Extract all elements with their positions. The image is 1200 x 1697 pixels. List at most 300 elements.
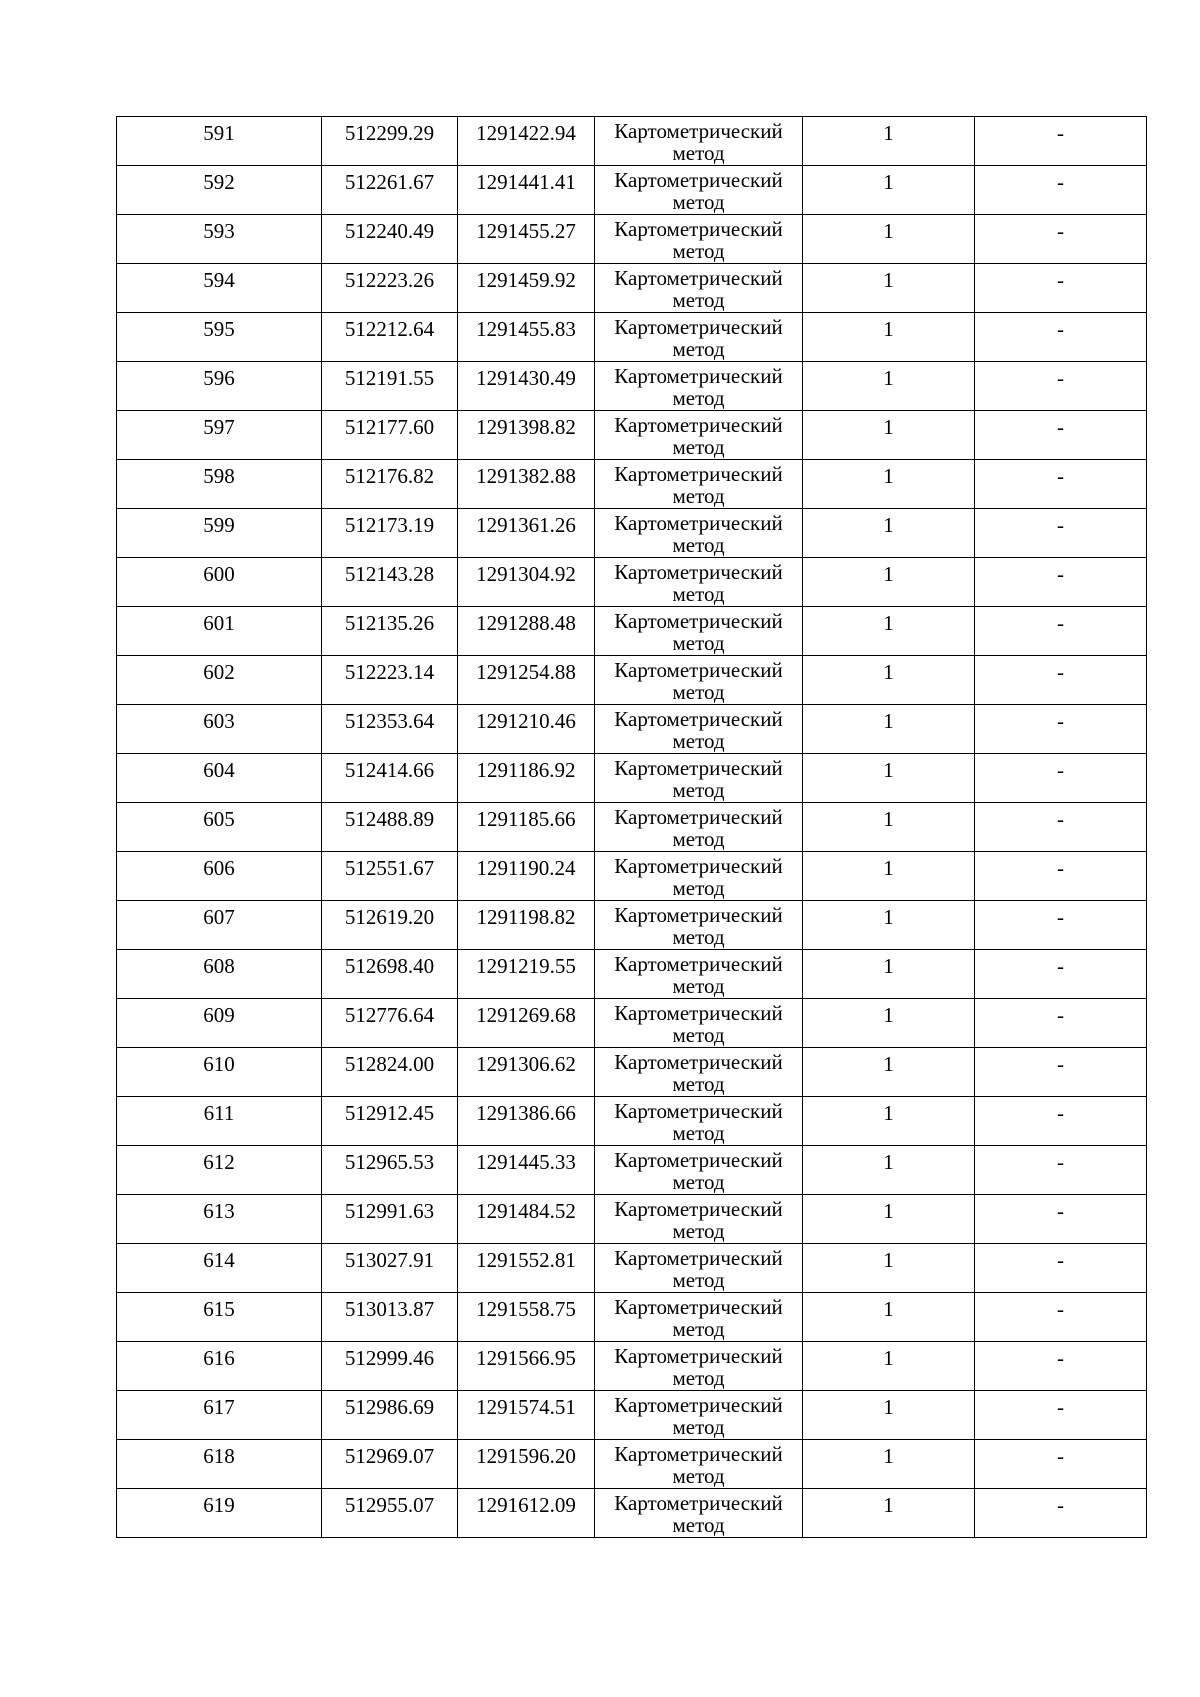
method-cell: [595, 999, 803, 1048]
accuracy-cell: [803, 1195, 975, 1244]
x-coordinate-cell: [322, 1097, 458, 1146]
note-cell-text: -: [1057, 954, 1064, 978]
x-coordinate-cell-text: 512240.49: [344, 219, 435, 243]
note-cell: [975, 1391, 1147, 1440]
point-number-cell-text: 609: [203, 1003, 235, 1027]
method-cell: [595, 1440, 803, 1489]
note-cell: [975, 1293, 1147, 1342]
point-number-cell-text: 610: [203, 1052, 235, 1076]
table-row: [117, 1146, 1147, 1195]
coordinates-table: [116, 116, 1147, 1538]
table-row: [117, 264, 1147, 313]
method-text: Картометрический метод: [614, 952, 783, 998]
point-number-cell: [117, 803, 322, 852]
note-cell-text: -: [1057, 905, 1064, 929]
x-coordinate-cell-text: 512986.69: [344, 1395, 435, 1419]
point-number-cell-text: 603: [203, 709, 235, 733]
method-cell: [595, 1195, 803, 1244]
y-coordinate-cell: [458, 705, 595, 754]
method-text: Картометрический метод: [614, 1099, 783, 1145]
accuracy-cell-text: 1: [883, 366, 894, 390]
accuracy-cell: [803, 117, 975, 166]
note-cell: [975, 411, 1147, 460]
y-coordinate-cell: [458, 656, 595, 705]
y-coordinate-cell: [458, 950, 595, 999]
method-cell: [595, 1097, 803, 1146]
note-cell-text: -: [1057, 807, 1064, 831]
y-coordinate-cell-text: 1291198.82: [476, 905, 576, 929]
point-number-cell-text: 601: [203, 611, 235, 635]
point-number-cell: [117, 411, 322, 460]
x-coordinate-cell: [322, 950, 458, 999]
table-row: [117, 166, 1147, 215]
note-cell-text: -: [1057, 1444, 1064, 1468]
y-coordinate-cell-text: 1291306.62: [476, 1052, 576, 1076]
table-row: [117, 1489, 1147, 1538]
note-cell: [975, 607, 1147, 656]
y-coordinate-cell-text: 1291398.82: [476, 415, 576, 439]
y-coordinate-cell-text: 1291441.41: [476, 170, 576, 194]
note-cell: [975, 999, 1147, 1048]
point-number-cell-text: 615: [203, 1297, 235, 1321]
accuracy-cell: [803, 460, 975, 509]
note-cell-text: -: [1057, 415, 1064, 439]
point-number-cell-text: 616: [203, 1346, 235, 1370]
x-coordinate-cell-text: 512173.19: [344, 513, 435, 537]
note-cell-text: -: [1057, 660, 1064, 684]
accuracy-cell-text: 1: [883, 660, 894, 684]
x-coordinate-cell-text: 512999.46: [344, 1346, 435, 1370]
accuracy-cell: [803, 950, 975, 999]
y-coordinate-cell-text: 1291304.92: [476, 562, 576, 586]
accuracy-cell-text: 1: [883, 954, 894, 978]
method-cell: [595, 215, 803, 264]
note-cell: [975, 460, 1147, 509]
method-text: Картометрический метод: [614, 1148, 783, 1194]
method-cell: [595, 509, 803, 558]
method-cell: [595, 1048, 803, 1097]
method-text: Картометрический метод: [614, 707, 783, 753]
note-cell-text: -: [1057, 611, 1064, 635]
note-cell: [975, 803, 1147, 852]
x-coordinate-cell: [322, 705, 458, 754]
point-number-cell-text: 605: [203, 807, 235, 831]
x-coordinate-cell: [322, 1293, 458, 1342]
table-row: [117, 1097, 1147, 1146]
x-coordinate-cell: [322, 1489, 458, 1538]
point-number-cell-text: 598: [203, 464, 235, 488]
accuracy-cell-text: 1: [883, 758, 894, 782]
note-cell: [975, 656, 1147, 705]
x-coordinate-cell: [322, 264, 458, 313]
accuracy-cell: [803, 1489, 975, 1538]
y-coordinate-cell-text: 1291254.88: [476, 660, 576, 684]
accuracy-cell-text: 1: [883, 905, 894, 929]
x-coordinate-cell-text: 512353.64: [344, 709, 435, 733]
method-text: Картометрический метод: [614, 1491, 783, 1537]
method-cell: [595, 460, 803, 509]
method-cell: [595, 901, 803, 950]
point-number-cell: [117, 362, 322, 411]
note-cell-text: -: [1057, 170, 1064, 194]
method-text: Картометрический метод: [614, 1393, 783, 1439]
accuracy-cell-text: 1: [883, 1052, 894, 1076]
y-coordinate-cell: [458, 1097, 595, 1146]
table-row: [117, 1048, 1147, 1097]
method-cell: [595, 656, 803, 705]
point-number-cell-text: 604: [203, 758, 235, 782]
method-cell: [595, 362, 803, 411]
y-coordinate-cell: [458, 117, 595, 166]
y-coordinate-cell: [458, 215, 595, 264]
method-cell: [595, 166, 803, 215]
accuracy-cell: [803, 411, 975, 460]
note-cell-text: -: [1057, 513, 1064, 537]
x-coordinate-cell-text: 512191.55: [344, 366, 435, 390]
point-number-cell: [117, 999, 322, 1048]
y-coordinate-cell-text: 1291422.94: [476, 121, 576, 145]
point-number-cell: [117, 754, 322, 803]
accuracy-cell: [803, 852, 975, 901]
x-coordinate-cell: [322, 362, 458, 411]
accuracy-cell-text: 1: [883, 1003, 894, 1027]
table-row: [117, 754, 1147, 803]
method-cell: [595, 754, 803, 803]
note-cell: [975, 901, 1147, 950]
y-coordinate-cell-text: 1291574.51: [476, 1395, 576, 1419]
point-number-cell: [117, 166, 322, 215]
point-number-cell: [117, 1097, 322, 1146]
table-row: [117, 215, 1147, 264]
note-cell: [975, 509, 1147, 558]
point-number-cell-text: 595: [203, 317, 235, 341]
accuracy-cell-text: 1: [883, 415, 894, 439]
table-row: [117, 999, 1147, 1048]
x-coordinate-cell-text: 512955.07: [344, 1493, 435, 1517]
note-cell-text: -: [1057, 268, 1064, 292]
accuracy-cell: [803, 1244, 975, 1293]
note-cell-text: -: [1057, 709, 1064, 733]
x-coordinate-cell-text: 512776.64: [344, 1003, 435, 1027]
table-row: [117, 852, 1147, 901]
note-cell-text: -: [1057, 1346, 1064, 1370]
y-coordinate-cell: [458, 901, 595, 950]
method-text: Картометрический метод: [614, 1050, 783, 1096]
y-coordinate-cell: [458, 1195, 595, 1244]
method-text: Картометрический метод: [614, 1197, 783, 1243]
accuracy-cell: [803, 607, 975, 656]
point-number-cell: [117, 1195, 322, 1244]
method-cell: [595, 1146, 803, 1195]
point-number-cell-text: 612: [203, 1150, 235, 1174]
method-text: Картометрический метод: [614, 511, 783, 557]
note-cell: [975, 1048, 1147, 1097]
table-row: [117, 558, 1147, 607]
point-number-cell-text: 606: [203, 856, 235, 880]
point-number-cell: [117, 1048, 322, 1097]
point-number-cell-text: 611: [203, 1101, 235, 1125]
accuracy-cell: [803, 1097, 975, 1146]
note-cell-text: -: [1057, 219, 1064, 243]
x-coordinate-cell-text: 512223.26: [344, 268, 435, 292]
point-number-cell-text: 599: [203, 513, 235, 537]
method-cell: [595, 411, 803, 460]
point-number-cell-text: 594: [203, 268, 235, 292]
y-coordinate-cell-text: 1291455.83: [476, 317, 576, 341]
table-row: [117, 1195, 1147, 1244]
y-coordinate-cell-text: 1291269.68: [476, 1003, 576, 1027]
y-coordinate-cell: [458, 852, 595, 901]
method-cell: [595, 607, 803, 656]
y-coordinate-cell: [458, 1489, 595, 1538]
point-number-cell-text: 597: [203, 415, 235, 439]
point-number-cell-text: 602: [203, 660, 235, 684]
accuracy-cell-text: 1: [883, 268, 894, 292]
point-number-cell: [117, 460, 322, 509]
accuracy-cell: [803, 754, 975, 803]
table-row: [117, 950, 1147, 999]
point-number-cell: [117, 313, 322, 362]
y-coordinate-cell: [458, 1146, 595, 1195]
point-number-cell: [117, 950, 322, 999]
y-coordinate-cell: [458, 509, 595, 558]
note-cell: [975, 705, 1147, 754]
point-number-cell-text: 592: [203, 170, 235, 194]
y-coordinate-cell-text: 1291382.88: [476, 464, 576, 488]
method-cell: [595, 1489, 803, 1538]
method-text: Картометрический метод: [614, 1246, 783, 1292]
y-coordinate-cell-text: 1291558.75: [476, 1297, 576, 1321]
point-number-cell-text: 608: [203, 954, 235, 978]
note-cell: [975, 950, 1147, 999]
table-row: [117, 411, 1147, 460]
x-coordinate-cell-text: 513013.87: [344, 1297, 435, 1321]
x-coordinate-cell: [322, 509, 458, 558]
y-coordinate-cell-text: 1291612.09: [476, 1493, 576, 1517]
x-coordinate-cell-text: 512261.67: [344, 170, 435, 194]
x-coordinate-cell-text: 512177.60: [344, 415, 435, 439]
y-coordinate-cell: [458, 460, 595, 509]
method-text: Картометрический метод: [614, 119, 783, 165]
method-text: Картометрический метод: [614, 609, 783, 655]
method-text: Картометрический метод: [614, 903, 783, 949]
method-text: Картометрический метод: [614, 854, 783, 900]
method-text: Картометрический метод: [614, 217, 783, 263]
accuracy-cell-text: 1: [883, 709, 894, 733]
x-coordinate-cell: [322, 754, 458, 803]
x-coordinate-cell: [322, 656, 458, 705]
x-coordinate-cell-text: 512824.00: [344, 1052, 435, 1076]
x-coordinate-cell-text: 512414.66: [344, 758, 435, 782]
table-row: [117, 1391, 1147, 1440]
x-coordinate-cell: [322, 1342, 458, 1391]
accuracy-cell: [803, 509, 975, 558]
x-coordinate-cell: [322, 215, 458, 264]
y-coordinate-cell: [458, 558, 595, 607]
note-cell: [975, 1097, 1147, 1146]
point-number-cell: [117, 1489, 322, 1538]
method-cell: [595, 558, 803, 607]
table-row: [117, 607, 1147, 656]
table-row: [117, 705, 1147, 754]
x-coordinate-cell-text: 512969.07: [344, 1444, 435, 1468]
y-coordinate-cell: [458, 264, 595, 313]
x-coordinate-cell: [322, 558, 458, 607]
point-number-cell-text: 607: [203, 905, 235, 929]
accuracy-cell: [803, 999, 975, 1048]
accuracy-cell-text: 1: [883, 219, 894, 243]
accuracy-cell: [803, 1146, 975, 1195]
method-text: Картометрический метод: [614, 1295, 783, 1341]
accuracy-cell: [803, 362, 975, 411]
table-row: [117, 1244, 1147, 1293]
note-cell: [975, 1195, 1147, 1244]
x-coordinate-cell: [322, 117, 458, 166]
accuracy-cell-text: 1: [883, 1297, 894, 1321]
table-row: [117, 1342, 1147, 1391]
table-row: [117, 803, 1147, 852]
note-cell: [975, 852, 1147, 901]
y-coordinate-cell: [458, 166, 595, 215]
x-coordinate-cell: [322, 411, 458, 460]
accuracy-cell: [803, 1293, 975, 1342]
accuracy-cell: [803, 313, 975, 362]
y-coordinate-cell-text: 1291445.33: [476, 1150, 576, 1174]
y-coordinate-cell-text: 1291210.46: [476, 709, 576, 733]
point-number-cell: [117, 264, 322, 313]
y-coordinate-cell: [458, 1244, 595, 1293]
table-row: [117, 362, 1147, 411]
note-cell-text: -: [1057, 856, 1064, 880]
x-coordinate-cell-text: 512698.40: [344, 954, 435, 978]
method-text: Картометрический метод: [614, 462, 783, 508]
x-coordinate-cell: [322, 901, 458, 950]
method-cell: [595, 852, 803, 901]
y-coordinate-cell-text: 1291459.92: [476, 268, 576, 292]
y-coordinate-cell-text: 1291361.26: [476, 513, 576, 537]
method-text: Картометрический метод: [614, 266, 783, 312]
y-coordinate-cell-text: 1291552.81: [476, 1248, 576, 1272]
point-number-cell: [117, 558, 322, 607]
point-number-cell: [117, 852, 322, 901]
x-coordinate-cell: [322, 166, 458, 215]
note-cell-text: -: [1057, 1493, 1064, 1517]
accuracy-cell-text: 1: [883, 807, 894, 831]
x-coordinate-cell-text: 512176.82: [344, 464, 435, 488]
accuracy-cell-text: 1: [883, 1101, 894, 1125]
note-cell: [975, 117, 1147, 166]
accuracy-cell-text: 1: [883, 1395, 894, 1419]
x-coordinate-cell: [322, 313, 458, 362]
accuracy-cell-text: 1: [883, 1444, 894, 1468]
point-number-cell-text: 591: [203, 121, 235, 145]
note-cell: [975, 264, 1147, 313]
table-row: [117, 1440, 1147, 1489]
accuracy-cell: [803, 215, 975, 264]
method-text: Картометрический метод: [614, 805, 783, 851]
method-text: Картометрический метод: [614, 756, 783, 802]
note-cell-text: -: [1057, 366, 1064, 390]
accuracy-cell: [803, 656, 975, 705]
x-coordinate-cell: [322, 999, 458, 1048]
point-number-cell-text: 618: [203, 1444, 235, 1468]
x-coordinate-cell: [322, 460, 458, 509]
note-cell-text: -: [1057, 562, 1064, 586]
x-coordinate-cell-text: 513027.91: [344, 1248, 435, 1272]
note-cell-text: -: [1057, 1150, 1064, 1174]
x-coordinate-cell-text: 512619.20: [344, 905, 435, 929]
accuracy-cell-text: 1: [883, 1199, 894, 1223]
point-number-cell: [117, 705, 322, 754]
point-number-cell: [117, 1293, 322, 1342]
point-number-cell: [117, 117, 322, 166]
x-coordinate-cell-text: 512991.63: [344, 1199, 435, 1223]
point-number-cell: [117, 509, 322, 558]
method-text: Картометрический метод: [614, 1442, 783, 1488]
table-row: [117, 1293, 1147, 1342]
method-cell: [595, 313, 803, 362]
point-number-cell: [117, 607, 322, 656]
method-cell: [595, 117, 803, 166]
y-coordinate-cell: [458, 1342, 595, 1391]
note-cell-text: -: [1057, 758, 1064, 782]
note-cell-text: -: [1057, 1395, 1064, 1419]
note-cell: [975, 754, 1147, 803]
point-number-cell-text: 619: [203, 1493, 235, 1517]
point-number-cell-text: 613: [203, 1199, 235, 1223]
note-cell-text: -: [1057, 1052, 1064, 1076]
x-coordinate-cell: [322, 1391, 458, 1440]
x-coordinate-cell-text: 512912.45: [344, 1101, 435, 1125]
y-coordinate-cell-text: 1291186.92: [476, 758, 576, 782]
y-coordinate-cell-text: 1291219.55: [476, 954, 576, 978]
note-cell: [975, 362, 1147, 411]
accuracy-cell: [803, 166, 975, 215]
point-number-cell-text: 617: [203, 1395, 235, 1419]
accuracy-cell-text: 1: [883, 1346, 894, 1370]
accuracy-cell: [803, 1342, 975, 1391]
note-cell: [975, 1342, 1147, 1391]
x-coordinate-cell: [322, 852, 458, 901]
method-cell: [595, 803, 803, 852]
method-text: Картометрический метод: [614, 413, 783, 459]
y-coordinate-cell-text: 1291596.20: [476, 1444, 576, 1468]
table-row: [117, 509, 1147, 558]
note-cell-text: -: [1057, 1199, 1064, 1223]
method-text: Картометрический метод: [614, 560, 783, 606]
method-text: Картометрический метод: [614, 1344, 783, 1390]
y-coordinate-cell: [458, 1440, 595, 1489]
x-coordinate-cell: [322, 1244, 458, 1293]
y-coordinate-cell: [458, 362, 595, 411]
note-cell: [975, 1146, 1147, 1195]
accuracy-cell-text: 1: [883, 1493, 894, 1517]
x-coordinate-cell-text: 512212.64: [344, 317, 435, 341]
y-coordinate-cell-text: 1291386.66: [476, 1101, 576, 1125]
y-coordinate-cell-text: 1291566.95: [476, 1346, 576, 1370]
note-cell: [975, 215, 1147, 264]
y-coordinate-cell: [458, 999, 595, 1048]
x-coordinate-cell: [322, 1195, 458, 1244]
method-cell: [595, 950, 803, 999]
accuracy-cell-text: 1: [883, 464, 894, 488]
method-cell: [595, 1244, 803, 1293]
x-coordinate-cell-text: 512551.67: [344, 856, 435, 880]
accuracy-cell: [803, 1391, 975, 1440]
table-row: [117, 460, 1147, 509]
note-cell: [975, 1489, 1147, 1538]
x-coordinate-cell-text: 512299.29: [344, 121, 435, 145]
